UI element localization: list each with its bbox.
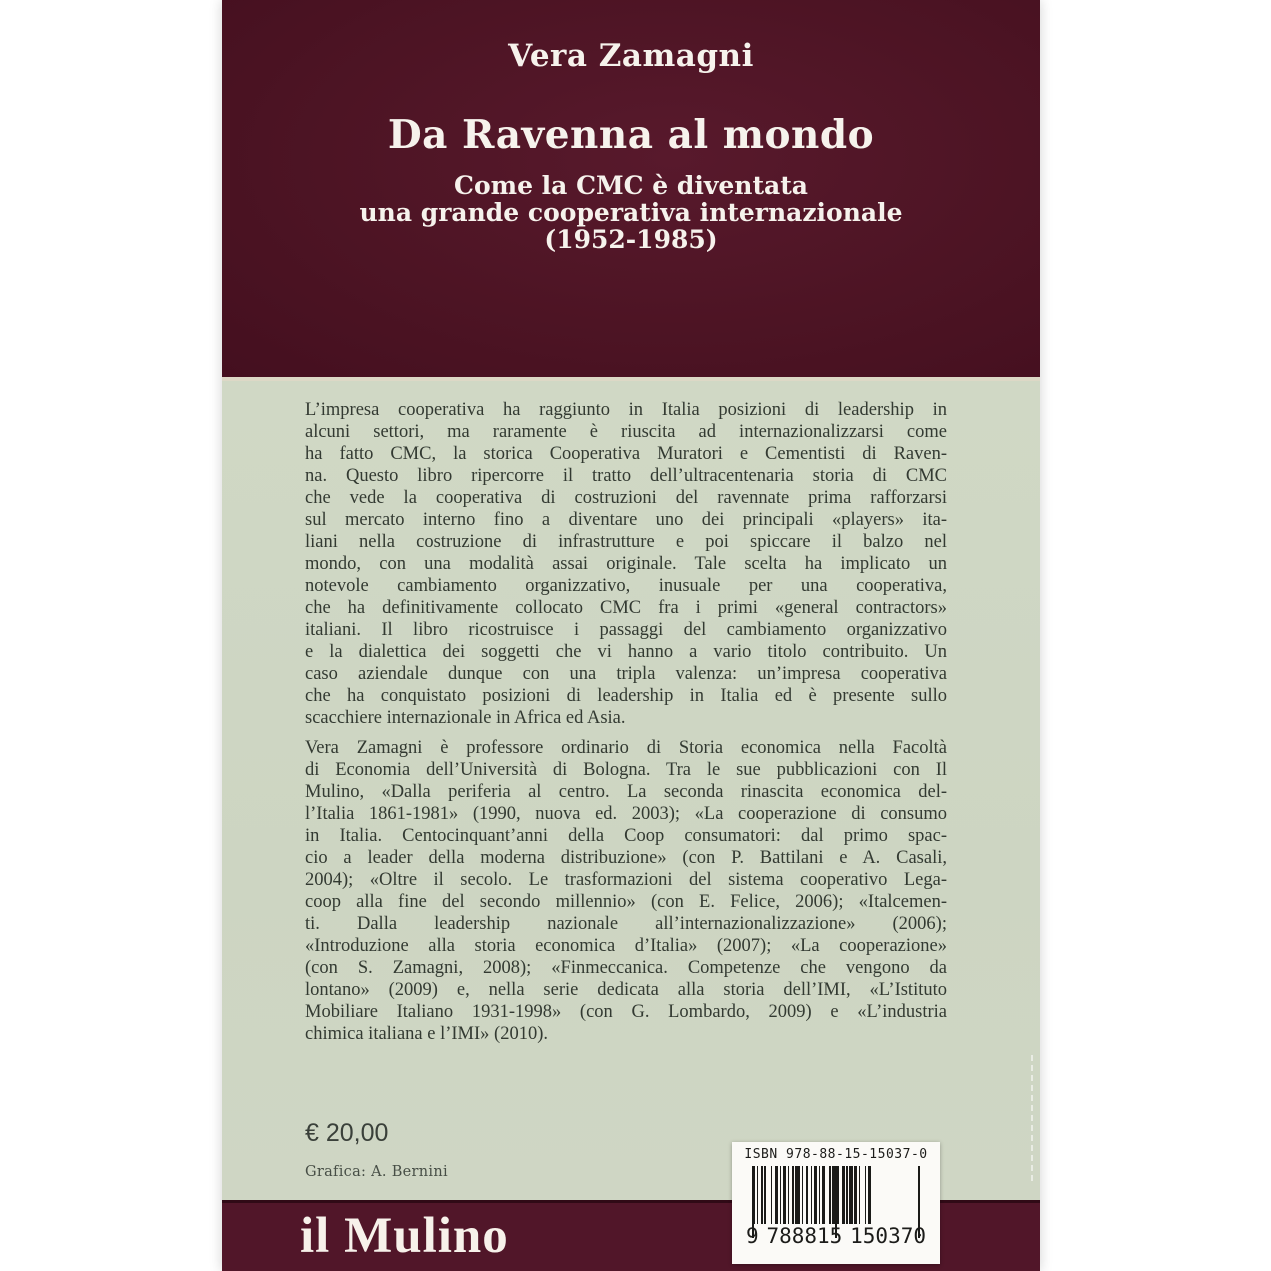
isbn-number-label: ISBN 978-88-15-15037-0 [744,1147,928,1162]
text-line: Vera Zamagni è professore ordinario di Storia economica nella Facoltà [305,738,947,758]
barcode-bars [752,1166,873,1224]
text-line: (con S. Zamagni, 2008); «Finmeccanica. Competenze che vengono da [305,958,947,978]
text-line: caso aziendale dunque con una tripla valenza: un’impresa cooperativa [305,664,947,684]
isbn-barcode-sticker [732,1142,940,1264]
price-label: € 20,00 [305,1119,389,1147]
text-line: ti. Dalla leadership nazionale all’internazionalizzazione» (2006); [305,914,947,934]
text-line: cio a leader della moderna distribuzione» (con P. Battilani e A. Casali, [305,848,947,868]
text-line: che ha conquistato posizioni di leadership in Italia ed è presente sullo [305,686,947,706]
text-line: che ha definitivamente collocato CMC fra i primi «general contractors» [305,598,947,618]
text-line: una grande cooperativa internazionale [359,198,903,227]
text-line: e la dialettica dei soggetti che vi hanno a vario titolo contribuito. Un [305,642,947,662]
text-line: di Economia dell’Università di Bologna. Tra le sue pubblicazioni con Il [305,760,947,780]
text-line: lontano» (2009) e, nella serie dedicata alla storia dell’IMI, «L’Istituto [305,980,947,1000]
text-line: chimica italiana e l’IMI» (2010). [305,1024,548,1044]
text-line: coop alla fine del secondo millennio» (con E. Felice, 2006); «Italcemen- [305,892,947,912]
isbn-digit-group: 9 [746,1224,759,1248]
blurb-paragraph [305,381,947,729]
text-line: Mulino, «Dalla periferia al centro. La seconda rinascita economica del- [305,782,947,802]
text-line: italiani. Il libro ricostruisce i passaggi del cambiamento organizzativo [305,620,947,640]
author-bio-paragraph [305,737,947,1045]
text-line: in Italia. Centocinquant’anni della Coop consumatori: dal primo spac- [305,826,947,846]
text-line: (1952-1985) [544,225,718,254]
edge-vertical-text [1031,1055,1033,1181]
text-line: «Introduzione alla storia economica d’Italia» (2007); «La cooperazione» [305,936,947,956]
isbn-digit-group: 150370 [850,1224,926,1248]
book-back-cover [222,0,1040,1271]
book-subtitle [222,172,1040,253]
text-line: sul mercato interno fino a diventare uno dei principali «players» ita- [305,510,947,530]
text-line: che vede la cooperativa di costruzioni del ravennate prima rafforzarsi [305,488,947,508]
text-line: na. Questo libro ripercorre il tratto dell’ultracentenaria storia di CMC [305,466,947,486]
text-line: ha fatto CMC, la storica Cooperativa Muratori e Cementisti di Raven- [305,444,947,464]
barcode-icon [746,1166,926,1258]
text-line: alcuni settori, ma raramente è riuscita ad internazionalizzarsi come [305,422,947,442]
cover-body-panel [222,381,1040,1200]
text-line: Come la CMC è diventata [454,171,808,200]
text-line: scacchiere internazionale in Africa ed Asia. [305,708,626,728]
isbn-digits [746,1224,926,1248]
book-title: Da Ravenna al mondo [387,112,875,158]
text-line: 2004); «Oltre il secolo. Le trasformazioni del sistema cooperativo Lega- [305,870,947,890]
text-line: L’impresa cooperativa ha raggiunto in Italia posizioni di leadership in [305,400,947,420]
publisher-logo: il Mulino [300,1208,509,1264]
design-credit-label: Grafica: A. Bernini [305,1164,448,1180]
text-line: liani nella costruzione di infrastrutture e poi spiccare il balzo nel [305,532,947,552]
text-line: notevole cambiamento organizzativo, inusuale per una cooperativa, [305,576,947,596]
text-line: l’Italia 1861-1981» (1990, nuova ed. 2003); «La cooperazione di consumo [305,804,947,824]
author-name: Vera Zamagni [508,38,754,74]
text-line: Mobiliare Italiano 1931-1998» (con G. Lombardo, 2009) e «L’industria [305,1002,947,1022]
cover-header-panel [222,0,1040,377]
isbn-digit-group: 788815 [766,1224,843,1248]
text-line: mondo, con una modalità assai originale. Tale scelta ha implicato un [305,554,947,574]
